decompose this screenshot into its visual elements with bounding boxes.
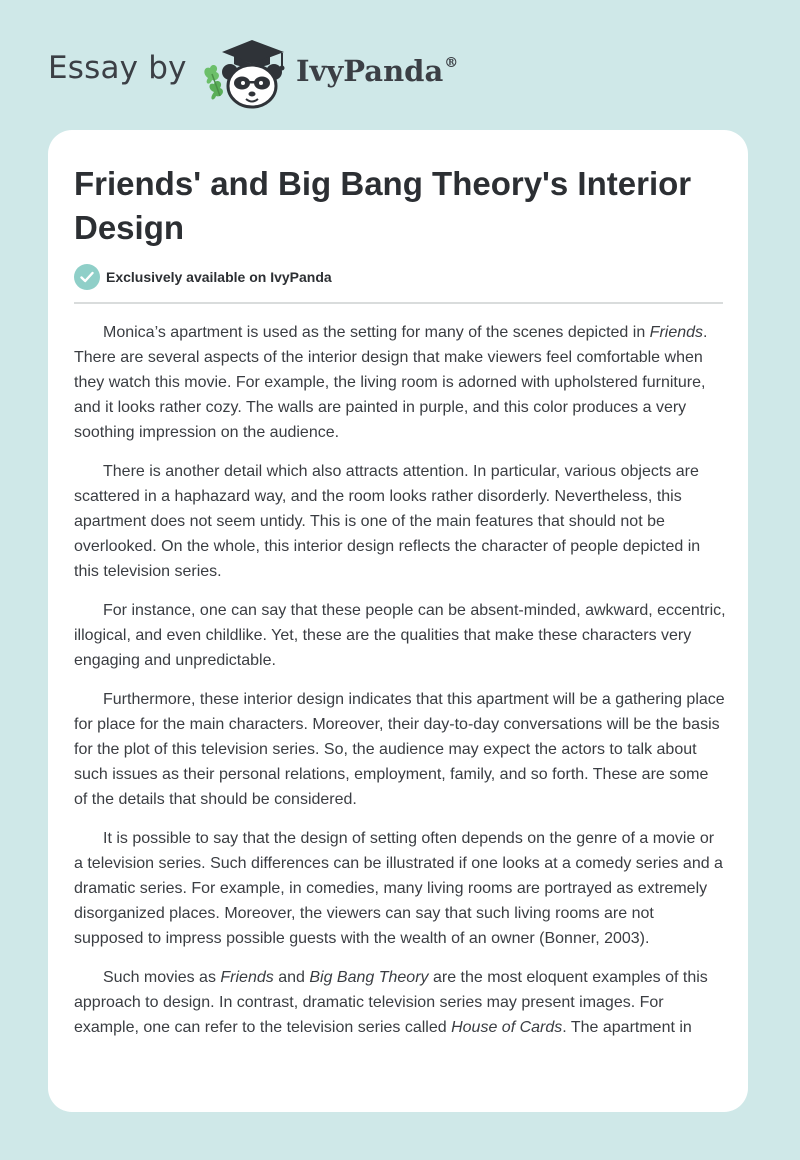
essay-by-label: Essay by [48, 50, 187, 86]
paragraph-text: Monica’s apartment is used as the setting for many of the scenes depicted in [103, 324, 650, 341]
paragraph-text: There is another detail which also attracts attention. In particular, various objects are scattered in a haphazard way, and the room looks rather disorderly. Nevertheless, this apartment does not seem untidy. This is one of the main features that should not be overlooked. On the whole, this interior design reflects the character of people depicted in this television series. [74, 463, 701, 580]
divider [74, 302, 723, 304]
italic-title-text: House of Cards [451, 1019, 563, 1036]
italic-title-text: Friends [649, 324, 704, 341]
essay-card [48, 130, 748, 1112]
essay-paragraph [74, 826, 726, 951]
site-header [0, 0, 800, 120]
check-circle-icon [74, 264, 100, 290]
essay-paragraph [74, 320, 726, 445]
essay-body [74, 320, 726, 1054]
brand-name[interactable] [296, 54, 458, 88]
exclusive-badge-label: Exclusively available on IvyPanda [106, 269, 332, 285]
essay-paragraph [74, 598, 726, 673]
italic-title-text: Big Bang Theory [309, 969, 429, 986]
paragraph-text: It is possible to say that the design of setting often depends on the genre of a movie or a television series. Such differences can be illustrated if one looks at a comedy series and a dramatic series. For example, in comedies, many living rooms are portrayed as extremely disorganized places. Moreover, the viewers can say that such living rooms are not supposed to impress possible guests with the wealth of an owner (Bonner, 2003). [74, 830, 723, 947]
paragraph-text: . There are several aspects of the interior design that make viewers feel comfortable when they watch this movie. For example, the living room is adorned with upholstered furniture, and it looks rather cozy. The walls are painted in purple, and this color produces a very soothing impression on the audience. [74, 324, 708, 441]
brand-text: IvyPanda [296, 54, 444, 88]
exclusive-badge [74, 263, 332, 291]
essay-title: Friends' and Big Bang Theory's Interior Design [74, 165, 692, 246]
essay-paragraph [74, 965, 726, 1040]
italic-title-text: Friends [220, 969, 274, 986]
paragraph-text: Such movies as [103, 969, 221, 986]
essay-paragraph [74, 687, 726, 812]
essay-paragraph [74, 459, 726, 584]
registered-mark: ® [444, 55, 459, 71]
paragraph-text: and [273, 969, 310, 986]
paragraph-text: For instance, one can say that these people can be absent-minded, awkward, eccentric, illogical, and even childlike. Yet, these are the qualities that make these characters very engaging and unpredictable. [74, 602, 726, 669]
paragraph-text: Furthermore, these interior design indicates that this apartment will be a gathering place for place for the main characters. Moreover, their day-to-day conversations will be the basis for the plot of this television series. So, the audience may expect the actors to talk about such issues as their personal relations, employment, family, and so forth. These are some of the details that should be considered. [74, 691, 725, 808]
paragraph-text: are the most eloquent examples of this approach to design. In contrast, dramatic television series may present images. For example, one can refer to the television series called [74, 969, 708, 1036]
paragraph-text: . The apartment in [562, 1019, 692, 1036]
panda-logo-icon[interactable] [200, 34, 296, 110]
